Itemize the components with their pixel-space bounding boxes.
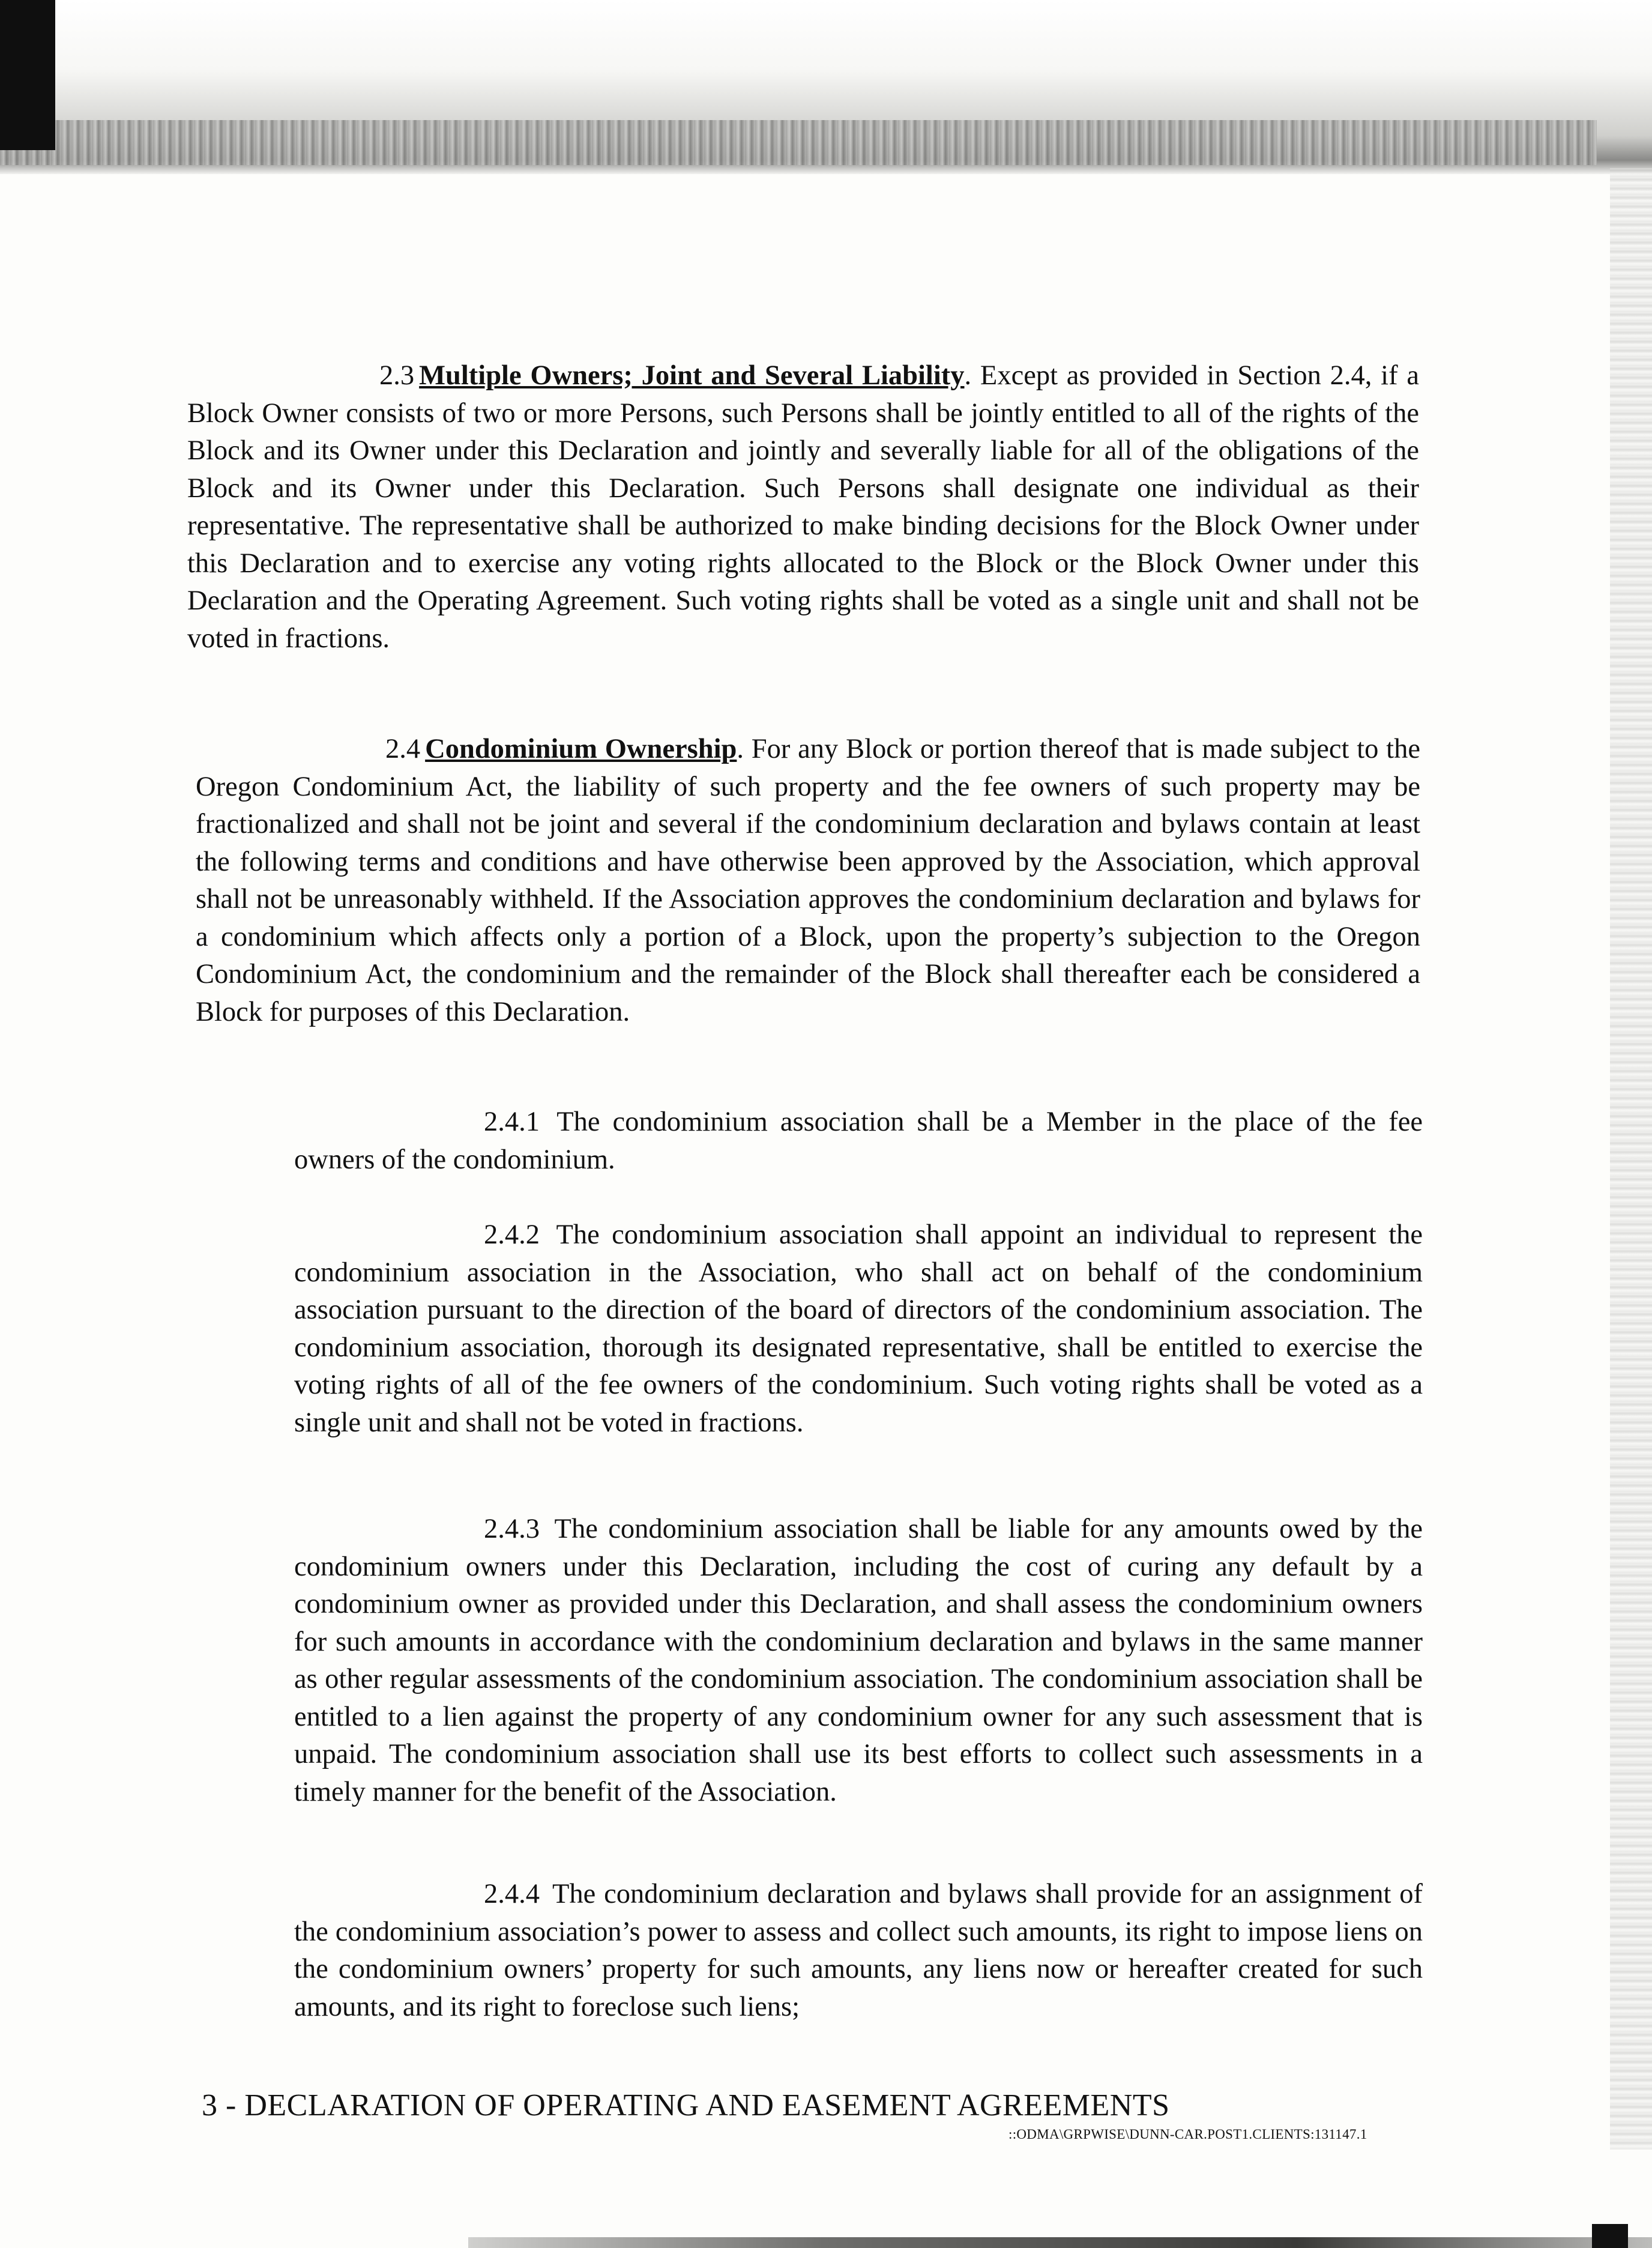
section-number: 2.4.1: [484, 1107, 540, 1137]
section-number: 2.3: [379, 360, 415, 391]
section-heading: Condominium Ownership: [425, 734, 737, 764]
section-text: . For any Block or portion thereof that is made subject to the Oregon Condominium Act, the liability of such property and the fee owners of such property may be fractionalized and shall not be joint and several if the condominium declaration and bylaws contain at least the following terms and conditions and have otherwise been approved by the Association, which approval shall not be unreasonably withheld. If the Association approves the condominium declaration and bylaws for a condominium which affects only a portion of a Block, upon the property’s subjection to the Oregon Condominium Act, the condominium and the remainder of the Block shall thereafter each be considered a Block for purposes of this Declaration.: [196, 734, 1420, 1027]
section-number: 2.4: [385, 734, 421, 764]
section-2-4-4: [294, 1876, 1423, 2026]
section-2-4: [196, 731, 1420, 1031]
section-heading: Multiple Owners; Joint and Several Liability: [419, 360, 965, 391]
section-number: 2.4.4: [484, 1879, 540, 1909]
section-text: . Except as provided in Section 2.4, if a Block Owner consists of two or more Persons, such Persons shall be jointly entitled to all of the rights of the Block and its Owner under this Declaration and jointly and severally liable for all of the obligations of the Block and its Owner under this Declaration. Such Persons shall designate one individual as their representative. The representative shall be authorized to make binding decisions for the Block Owner under this Declaration and to exercise any voting rights allocated to the Block or the Block Owner under this Declaration and the Operating Agreement. Such voting rights shall be voted as a single unit and shall not be voted in fractions.: [187, 360, 1419, 654]
section-2-4-1: [294, 1104, 1423, 1179]
section-number: 2.4.3: [484, 1514, 540, 1544]
section-2-3: [187, 357, 1419, 657]
section-2-4-2: [294, 1216, 1423, 1442]
footer-title: 3 - DECLARATION OF OPERATING AND EASEMENT AGREEMENTS: [202, 2088, 1170, 2123]
section-2-4-3: [294, 1511, 1423, 1811]
section-text: The condominium association shall be liable for any amounts owed by the condominium owners under this Declaration, including the cost of curing any default by a condominium owner as provided under this Declaration, and shall assess the condominium owners for such amounts in accordance with the condominium declaration and bylaws in the same manner as other regular assessments of the condominium association. The condominium association shall be entitled to a lien against the property of any condominium owner for any such assessment that is unpaid. The condominium association shall use its best efforts to collect such assessments in a timely manner for the benefit of the Association.: [294, 1514, 1423, 1807]
section-text: The condominium association shall be a Member in the place of the fee owners of the condominium.: [294, 1107, 1423, 1175]
section-text: The condominium association shall appoint an individual to represent the condominium association in the Association, who shall act on behalf of the condominium association pursuant to the direction of the board of directors of the condominium association. The condominium association, thorough its designated representative, shall be entitled to exercise the voting rights of all of the fee owners of the condominium. Such voting rights shall be voted as a single unit and shall not be voted in fractions.: [294, 1219, 1423, 1438]
footer-document-id: ::ODMA\GRPWISE\DUNN-CAR.POST1.CLIENTS:131147.1: [1008, 2127, 1367, 2142]
section-text: The condominium declaration and bylaws shall provide for an assignment of the condominium association’s power to assess and collect such amounts, its right to impose liens on the condominium owners’ property for such amounts, any liens now or hereafter created for such amounts, and its right to foreclose such liens;: [294, 1879, 1423, 2022]
section-number: 2.4.2: [484, 1219, 540, 1250]
